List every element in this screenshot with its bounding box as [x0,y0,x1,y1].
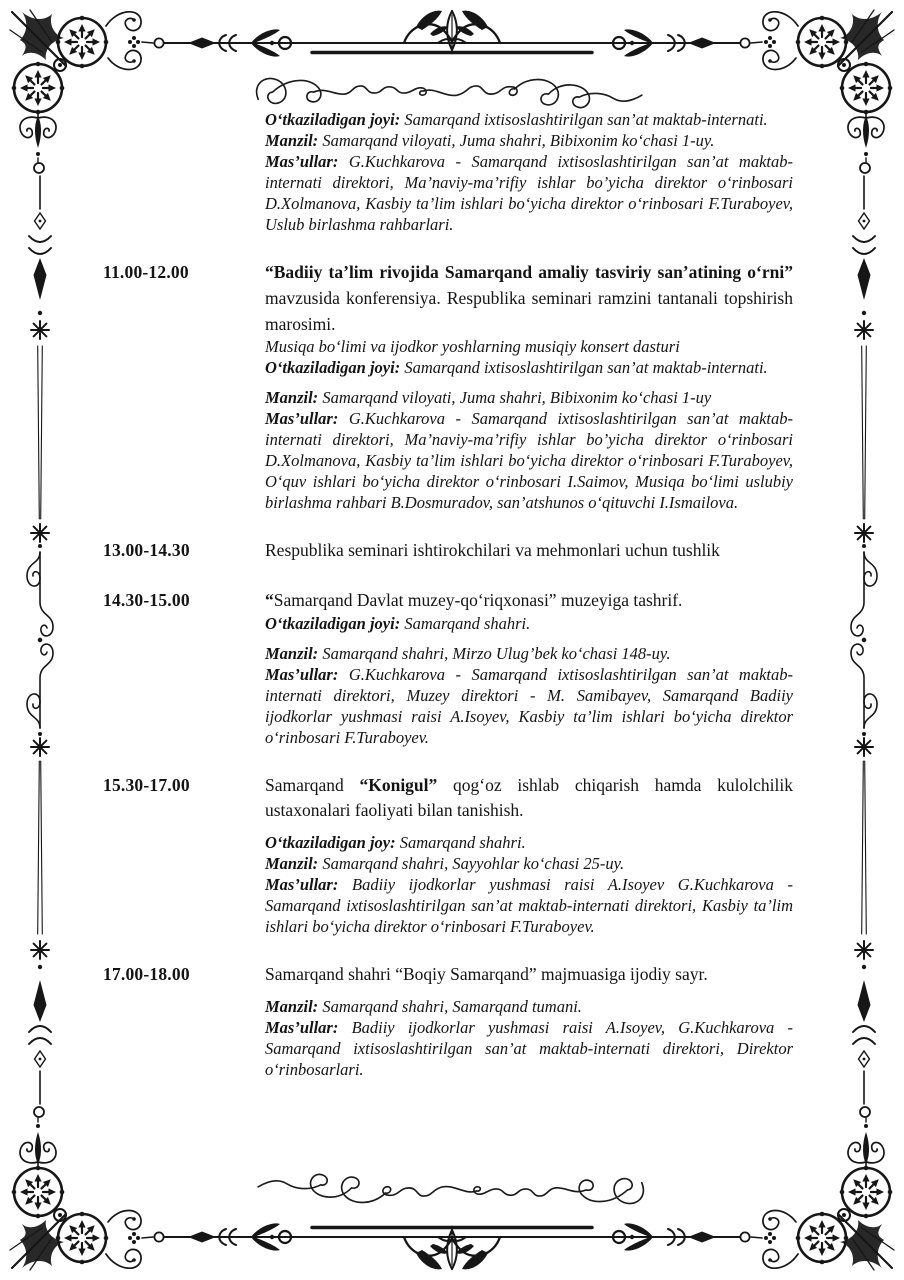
section-body [265,538,793,564]
top-swirl-divider-icon [250,64,650,114]
label-bold: Mas’ullar: [265,1017,352,1037]
section-body [265,110,793,236]
section-body [265,962,793,1081]
time-range: 13.00-14.30 [103,540,190,561]
section-body [265,773,793,939]
label-bold: Mas’ullar: [265,664,349,684]
label-bold: O‘tkaziladigan joyi: [265,358,405,378]
time-range: 15.30-17.00 [103,774,190,795]
label-bold: “Konigul” [359,774,454,795]
paragraph [265,875,793,938]
text-run: Samarqand ixtisoslashtirilgan san’at maktab-internati. [404,110,768,129]
time-range: 17.00-18.00 [103,964,190,985]
label-bold: Mas’ullar: [265,409,349,429]
paragraph [265,260,793,338]
schedule-section [103,260,793,514]
label-bold: Manzil: [265,643,323,663]
label-bold: Mas’ullar: [265,875,352,895]
paragraph [265,337,793,358]
label-bold: Mas’ullar: [265,151,349,171]
text-run: Badiiy ijodkorlar yushmasi raisi A.Isoyev G.Kuchkarova - Samarqand ixtisoslashtirilgan san’at maktab-internati direktori, Kasbiy ta’lim ishlari bo‘yicha direktor o‘rinbosari F.Turaboyev. [265,875,793,937]
text-run: Samarqand viloyati, Juma shahri, Bibixonim ko‘chasi 1-uy. [322,130,715,150]
section-body [265,588,793,749]
label-bold: Manzil: [265,854,323,874]
text-run: Samarqand ixtisoslashtirilgan san’at maktab-internati. [404,358,768,378]
label-bold: Manzil: [265,996,323,1016]
paragraph [265,538,793,564]
schedule-content [103,110,793,1081]
paragraph [265,773,793,825]
time-range: 11.00-12.00 [103,261,189,282]
paragraph [265,833,793,854]
text-run: mavzusida konferensiya. Respublika seminari ramzini tantanali topshirish marosimi. [265,287,793,334]
paragraph [265,131,793,152]
paragraph [265,665,793,749]
text-run: Samarqand [265,774,360,795]
text-run: G.Kuchkarova - Samarqand ixtisoslashtirilgan san’at maktab-internati direktori, Ma’naviy-ma’rifiy ishlar bo’yicha direktor o‘rinbosari D.Xolmanova, Kasbiy ta’lim ishlari bo‘yicha direktor o‘rinbosari F.Turaboyev, Uslub birlashma rahbarlari. [265,151,793,234]
label-bold: “ [265,589,274,610]
text-run: Samarqand shahri, Samarqand tumani. [322,996,582,1016]
label-bold: O‘tkaziladigan joyi: [265,110,405,129]
time-range: 14.30-15.00 [103,589,190,610]
label-bold: Manzil: [265,130,323,150]
text-run: Samarqand shahri, Sayyohlar ko‘chasi 25-uy. [322,854,625,874]
paragraph [265,644,793,665]
paragraph [265,854,793,875]
paragraph [265,110,793,131]
text-run: Musiqa bo‘limi va ijodkor yoshlarning musiqiy konsert dasturi [265,337,680,357]
text-run: Samarqand shahri. [399,833,526,853]
text-run: Samarqand shahri “Boqiy Samarqand” majmuasiga ijodiy sayr. [265,964,708,985]
text-run: Badiiy ijodkorlar yushmasi raisi A.Isoyev, G.Kuchkarova - Samarqand ixtisoslashtirilgan san’at maktab-internati direktori, Direktor o‘rinbosarlari. [265,1017,793,1079]
text-run: qog‘oz ishlab chiqarish hamda kulolchilik ustaxonalari faoliyati bilan tanishish. [265,774,793,821]
paragraph [265,388,793,409]
paragraph [265,997,793,1018]
label-bold: O‘tkaziladigan joy: [265,833,400,853]
bottom-swirl-divider-icon [250,1168,650,1218]
schedule-list [103,110,793,1081]
schedule-section [103,538,793,564]
text-run: Samarqand shahri, Mirzo Ulug’bek ko‘chasi 148-uy. [322,643,671,663]
schedule-section [103,962,793,1081]
schedule-section [103,588,793,749]
paragraph [265,152,793,236]
text-run: Samarqand shahri. [404,613,531,633]
text-run: Respublika seminari ishtirokchilari va mehmonlari uchun tushlik [265,540,720,561]
schedule-section [103,773,793,939]
label-bold: Manzil: [265,388,323,408]
text-run: Samarqand Davlat muzey-qo‘riqxonasi” muzeyiga tashrif. [273,589,683,610]
text-run: G.Kuchkarova - Samarqand ixtisoslashtirilgan san’at maktab-internati direktori, Muzey direktori - M. Samibayev, Samarqand Badiiy ijodkorlar yushmasi raisi A.Isoyev, Kasbiy ta’lim ishlari bo‘yicha direktor o‘rinbosari F.Turaboyev. [265,664,793,747]
paragraph [265,358,793,379]
paragraph [265,409,793,514]
paragraph [265,614,793,635]
time-range [103,110,265,236]
section-body [265,260,793,514]
text-run: G.Kuchkarova - Samarqand ixtisoslashtirilgan san’at maktab-internati direktori, Ma’naviy-ma’rifiy ishlar bo’yicha direktor o‘rinbosari D.Xolmanova, Kasbiy ta’lim ishlari bo‘yicha direktor o‘rinbosari F.Turaboyev, O‘quv ishlari bo‘yicha direktor o‘rinbosari I.Saimov, Musiqa bo‘limi uslubiy birlashma rahbari B.Dosmuradov, san’atshunos o‘qituvchi I.Ismailova. [265,409,793,513]
label-bold: O‘tkaziladigan joyi: [265,613,405,633]
paragraph [265,588,793,614]
schedule-section [103,110,793,236]
paragraph [265,1018,793,1081]
text-run: Samarqand viloyati, Juma shahri, Bibixonim ko‘chasi 1-uy [322,388,712,408]
paragraph [265,962,793,988]
label-bold: “Badiiy ta’lim rivojida Samarqand amaliy tasviriy san’atining o‘rni” [265,261,793,282]
